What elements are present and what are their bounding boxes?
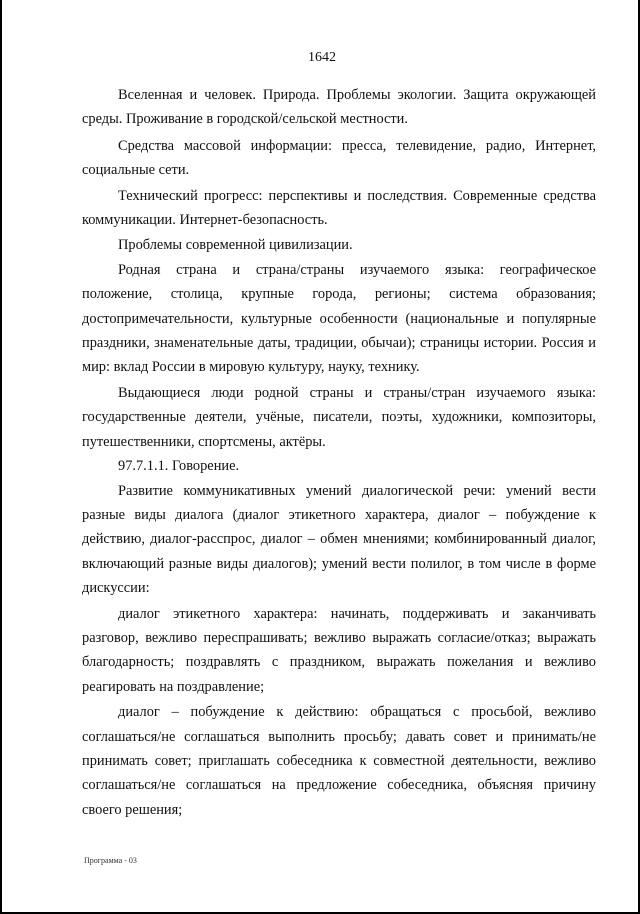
paragraph-ecology: Вселенная и человек. Природа. Проблемы экологии. Защита окружающей среды. Проживание в городской/сельской местности.	[82, 87, 596, 128]
paragraph-mass-media: Средства массовой информации: пресса, телевидение, радио, Интернет, социальные сети.	[82, 137, 596, 179]
paragraph-civilization: Проблемы современной цивилизации.	[118, 237, 353, 254]
paragraph-etiquette-dialogue: диалог этикетного характера: начинать, поддерживать и заканчивать разговор, вежливо переспрашивать; вежливо выражать согласие/отказ; выражать благодарность; поздравлять с праздником, выражать пожелания и вежливо реагировать на поздравление;	[82, 605, 596, 695]
paragraph-dialogue-skills: Развитие коммуникативных умений диалогической речи: умений вести разные виды диалога (диалог этикетного характера, диалог – побуждение к действию, диалог-расспрос, диалог – обмен мнениями; комбинированный диалог, включающий разные виды диалогов); умений вести полилог, в том числе в форме дискуссии:	[82, 482, 596, 597]
page-number: 1642	[308, 50, 336, 65]
paragraph-tech-progress: Технический прогресс: перспективы и последствия. Современные средства коммуникации. Интернет-безопасность.	[82, 187, 596, 229]
paragraph-famous-people: Выдающиеся люди родной страны и страны/стран изучаемого языка: государственные деятели, учёные, писатели, поэты, художники, композиторы, путешественники, спортсмены, актёры.	[82, 384, 596, 450]
footer-label: Программа - 03	[84, 856, 137, 865]
document-body	[82, 83, 596, 822]
section-heading-speaking: 97.7.1.1. Говорение.	[118, 458, 240, 475]
paragraph-native-country: Родная страна и страна/страны изучаемого языка: географическое положение, столица, крупные города, регионы; система образования; достопримечательности, культурные особенности (национальные и популярные праздники, знаменательные даты, традиции, обычаи); страницы истории. Россия и мир: вклад России в мировую культуру, науку, технику.	[82, 261, 596, 376]
paragraph-incentive-dialogue: диалог – побуждение к действию: обращаться с просьбой, вежливо соглашаться/не соглашаться выполнить просьбу; давать совет и принимать/не принимать совет; приглашать собеседника к совместной деятельности, вежливо соглашаться/не соглашаться на предложение собеседника, объясняя причину своего решения;	[82, 704, 596, 818]
